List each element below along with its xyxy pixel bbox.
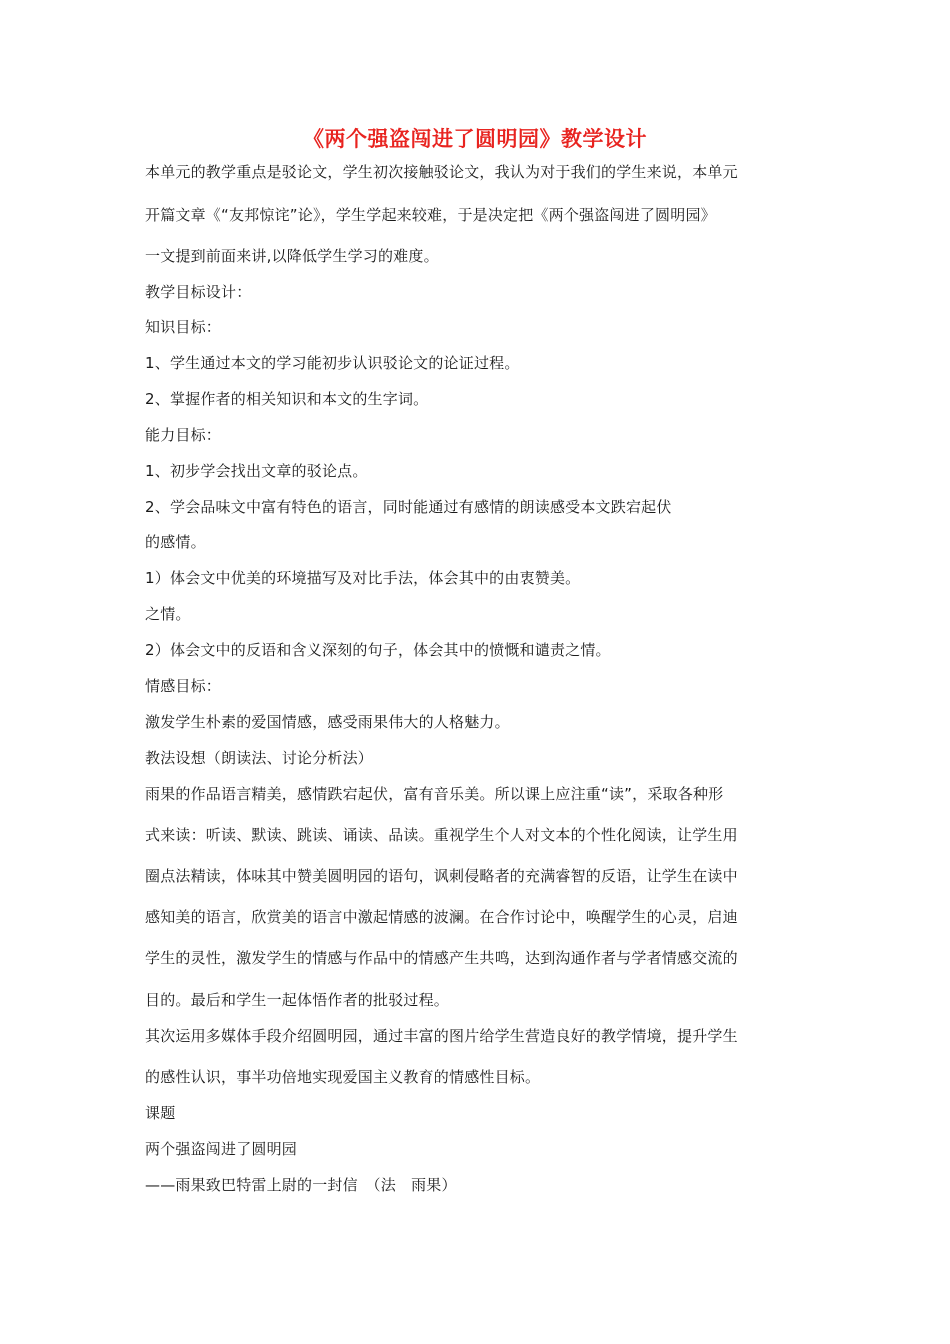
body-line: 学生的灵性，激发学生的情感与作品中的情感产生共鸣，达到沟通作者与学者情感交流的 [145, 949, 738, 967]
body-line: 目的。最后和学生一起体悟作者的批驳过程。 [145, 991, 450, 1009]
section-heading: 教法设想（朗读法、讨论分析法） [145, 749, 374, 767]
lesson-title: 两个强盗闯进了圆明园 [145, 1140, 298, 1158]
body-line: 之情。 [145, 605, 191, 623]
subsection-heading: 知识目标： [145, 318, 222, 336]
body-line: 一文提到前面来讲,以降低学生学习的难度。 [145, 247, 439, 265]
document-title: 《两个强盗闯进了圆明园》教学设计 [303, 127, 647, 151]
body-line: 激发学生朴素的爱国情感，感受雨果伟大的人格魅力。 [145, 713, 510, 731]
list-item: 1、学生通过本文的学习能初步认识驳论文的论证过程。 [145, 354, 520, 372]
body-line: 感知美的语言，欣赏美的语言中激起情感的波澜。在合作讨论中，唤醒学生的心灵，启迪 [145, 908, 738, 926]
body-line: 本单元的教学重点是驳论文，学生初次接触驳论文，我认为对于我们的学生来说，本单元 [145, 163, 738, 181]
body-line: 的感情。 [145, 533, 206, 551]
list-item: 2、学会品味文中富有特色的语言，同时能通过有感情的朗读感受本文跌宕起伏 [145, 498, 672, 516]
body-line: 开篇文章《“友邦惊诧”论》，学生学起来较难，于是决定把《两个强盗闯进了圆明园》 [145, 206, 716, 224]
body-line: 圈点法精读，体味其中赞美圆明园的语句，讽刺侵略者的充满睿智的反语，让学生在读中 [145, 867, 738, 885]
body-line: 其次运用多媒体手段介绍圆明园，通过丰富的图片给学生营造良好的教学情境，提升学生 [145, 1027, 738, 1045]
body-line: 式来读：听读、默读、跳读、诵读、品读。重视学生个人对文本的个性化阅读，让学生用 [145, 826, 738, 844]
subsection-heading: 能力目标： [145, 426, 222, 444]
body-line: 雨果的作品语言精美，感情跌宕起伏，富有音乐美。所以课上应注重“读”，采取各种形 [145, 785, 724, 803]
subsection-heading: 情感目标： [145, 677, 222, 695]
list-item: 1、初步学会找出文章的驳论点。 [145, 462, 368, 480]
list-item: 2）体会文中的反语和含义深刻的句子，体会其中的愤慨和谴责之情。 [145, 641, 611, 659]
list-item: 1）体会文中优美的环境描写及对比手法，体会其中的由衷赞美。 [145, 569, 581, 587]
body-line: 的感性认识，事半功倍地实现爱国主义教育的情感性目标。 [145, 1068, 541, 1086]
section-heading: 课题 [145, 1104, 176, 1122]
section-heading: 教学目标设计： [145, 283, 252, 301]
list-item: 2、掌握作者的相关知识和本文的生字词。 [145, 390, 429, 408]
lesson-subtitle: ——雨果致巴特雷上尉的一封信 （法 雨果） [145, 1176, 457, 1194]
